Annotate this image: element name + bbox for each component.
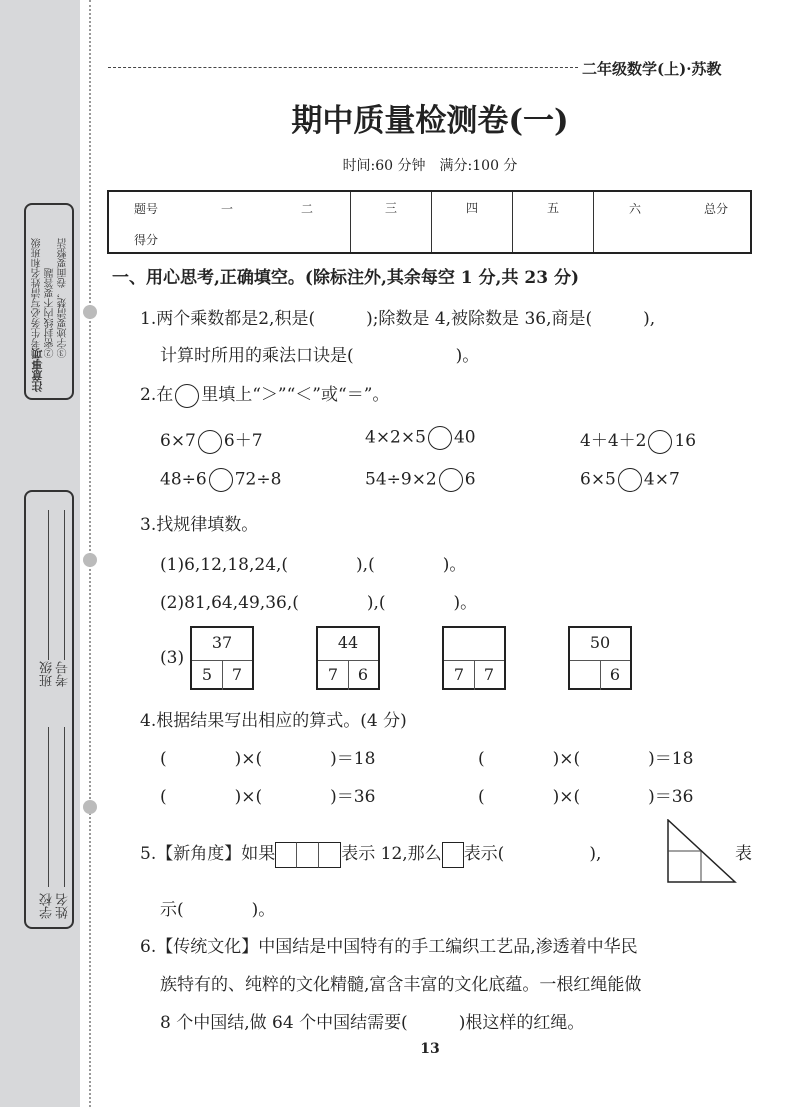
text: 表示( ), bbox=[463, 844, 602, 864]
q4-equation[interactable]: ( )×( )＝18 bbox=[160, 749, 376, 769]
compare-circle[interactable] bbox=[428, 426, 452, 450]
score-table bbox=[107, 190, 752, 254]
text: 六 bbox=[629, 202, 642, 216]
notice-item: ②密封线内不要答题 bbox=[45, 268, 56, 358]
text: 表 bbox=[735, 844, 752, 864]
q5-line2: 示( )。 bbox=[160, 900, 276, 920]
binding-hole bbox=[83, 305, 97, 319]
text: 54÷9×2 bbox=[365, 469, 437, 490]
name-field[interactable] bbox=[64, 727, 65, 887]
score-col: 三 bbox=[351, 191, 432, 222]
series-label: 二年级数学(上)·苏教 bbox=[582, 60, 722, 78]
circle-icon bbox=[175, 384, 199, 408]
header-rule bbox=[108, 67, 578, 68]
text: 6×5 bbox=[580, 469, 616, 490]
text: 6×7 bbox=[160, 431, 196, 451]
q4-equation[interactable]: ( )×( )＝18 bbox=[478, 749, 694, 769]
exam-no-label: 考号 bbox=[56, 661, 71, 687]
compare-item bbox=[160, 468, 281, 492]
score-input[interactable] bbox=[594, 222, 752, 253]
name-label: 姓名 bbox=[56, 893, 71, 919]
q1-line1: 1.两个乘数都是2,积是( );除数是 4,被除数是 36,商是( ), bbox=[140, 309, 656, 329]
section-heading: 一、用心思考,正确填空。(除标注外,其余每空 1 分,共 23 分) bbox=[112, 268, 580, 288]
compare-circle[interactable] bbox=[439, 468, 463, 492]
q6-line: 8 个中国结,做 64 个中国结需要( )根这样的红绳。 bbox=[160, 1013, 585, 1033]
text bbox=[444, 628, 504, 661]
element bbox=[108, 222, 751, 253]
text bbox=[570, 660, 601, 690]
notice-title: 注意事项 bbox=[31, 348, 44, 392]
text: 6 bbox=[609, 665, 621, 684]
q4-equation[interactable]: ( )×( )＝36 bbox=[160, 787, 376, 807]
text: 4×7 bbox=[643, 469, 680, 490]
score-input[interactable] bbox=[432, 222, 513, 253]
compare-item bbox=[580, 468, 680, 492]
q3-part2: (2)81,64,49,36,( ),( )。 bbox=[160, 593, 478, 613]
text: 表示 12,那么 bbox=[341, 844, 442, 864]
element bbox=[297, 842, 319, 868]
unit-square-icon bbox=[442, 842, 464, 868]
text: 7 bbox=[444, 660, 475, 690]
text: 5 bbox=[192, 660, 223, 690]
text: 5.【新角度】如果 bbox=[140, 844, 276, 864]
q1-line2: 计算时所用的乘法口诀是( )。 bbox=[160, 346, 480, 366]
notice-item: ①考生务必写清姓名和班级 bbox=[32, 238, 43, 358]
number-box bbox=[190, 626, 254, 690]
q6-line: 6.【传统文化】中国结是中国特有的手工编织工艺品,渗透着中华民 bbox=[140, 937, 638, 957]
text: 二 bbox=[301, 202, 314, 216]
notice-box bbox=[24, 203, 74, 400]
q4-equation[interactable]: ( )×( )＝36 bbox=[478, 787, 694, 807]
binding-hole bbox=[83, 800, 97, 814]
school-field[interactable] bbox=[48, 727, 49, 887]
compare-item bbox=[365, 426, 476, 450]
compare-item bbox=[365, 468, 476, 492]
class-label: 班级 bbox=[40, 661, 55, 687]
text: 总分 bbox=[704, 202, 729, 216]
text: 48÷6 bbox=[160, 469, 207, 490]
text: 6 bbox=[464, 469, 476, 490]
score-col bbox=[594, 191, 752, 222]
exam-meta: 时间:60 分钟 满分:100 分 bbox=[342, 158, 518, 174]
q3-part1: (1)6,12,18,24,( ),( )。 bbox=[160, 555, 467, 575]
q3-part3-label: (3) bbox=[160, 648, 185, 668]
number-box[interactable] bbox=[568, 626, 632, 690]
text: 里填上“＞”“＜”或“＝”。 bbox=[201, 385, 390, 405]
text: 7 bbox=[483, 665, 495, 684]
text: 2.在 bbox=[140, 385, 174, 405]
score-col: 五 bbox=[513, 191, 594, 222]
page-number: 13 bbox=[420, 1041, 440, 1057]
exam-no-field[interactable] bbox=[64, 510, 65, 660]
q4-prompt: 4.根据结果写出相应的算式。(4 分) bbox=[140, 711, 407, 731]
compare-circle[interactable] bbox=[209, 468, 233, 492]
class-field[interactable] bbox=[48, 510, 49, 660]
triangle-figure-icon bbox=[667, 819, 737, 884]
compare-circle[interactable] bbox=[648, 430, 672, 454]
notice-item: ③字迹要清楚，卷面要整洁 bbox=[58, 238, 69, 358]
q2-prompt bbox=[140, 380, 389, 408]
text: 37 bbox=[192, 628, 252, 661]
compare-circle[interactable] bbox=[618, 468, 642, 492]
compare-item bbox=[160, 426, 263, 454]
text: 得分 bbox=[134, 233, 159, 247]
element bbox=[108, 191, 751, 222]
binding-hole bbox=[83, 553, 97, 567]
text: 4×2×5 bbox=[365, 427, 426, 448]
text: 72÷8 bbox=[234, 469, 282, 490]
text: 50 bbox=[570, 628, 630, 661]
page-title: 期中质量检测卷(一) bbox=[291, 103, 569, 139]
score-input[interactable] bbox=[513, 222, 594, 253]
text: 7 bbox=[231, 665, 243, 684]
number-box[interactable] bbox=[442, 626, 506, 690]
q3-prompt: 3.找规律填数。 bbox=[140, 515, 259, 535]
q6-line: 族特有的、纯粹的文化精髓,富含丰富的文化底蕴。一根红绳能做 bbox=[160, 975, 642, 995]
q5-line1 bbox=[140, 839, 601, 868]
text: 7 bbox=[318, 660, 349, 690]
text: 40 bbox=[453, 427, 476, 448]
element bbox=[319, 842, 341, 868]
score-header-cell bbox=[108, 191, 351, 247]
student-info-box bbox=[24, 490, 74, 929]
text: 6＋7 bbox=[223, 431, 263, 451]
school-label: 学校 bbox=[40, 893, 55, 919]
text: 16 bbox=[674, 431, 697, 451]
compare-circle[interactable] bbox=[198, 430, 222, 454]
element bbox=[108, 191, 751, 253]
compare-item bbox=[580, 426, 696, 454]
text: 44 bbox=[318, 628, 378, 661]
score-input[interactable] bbox=[351, 222, 432, 253]
text: 4＋4＋2 bbox=[580, 431, 647, 451]
text: 一 bbox=[221, 202, 234, 216]
number-box bbox=[316, 626, 380, 690]
text: 题号 bbox=[134, 202, 159, 216]
text: 6 bbox=[357, 665, 369, 684]
element bbox=[275, 842, 297, 868]
score-col: 四 bbox=[432, 191, 513, 222]
